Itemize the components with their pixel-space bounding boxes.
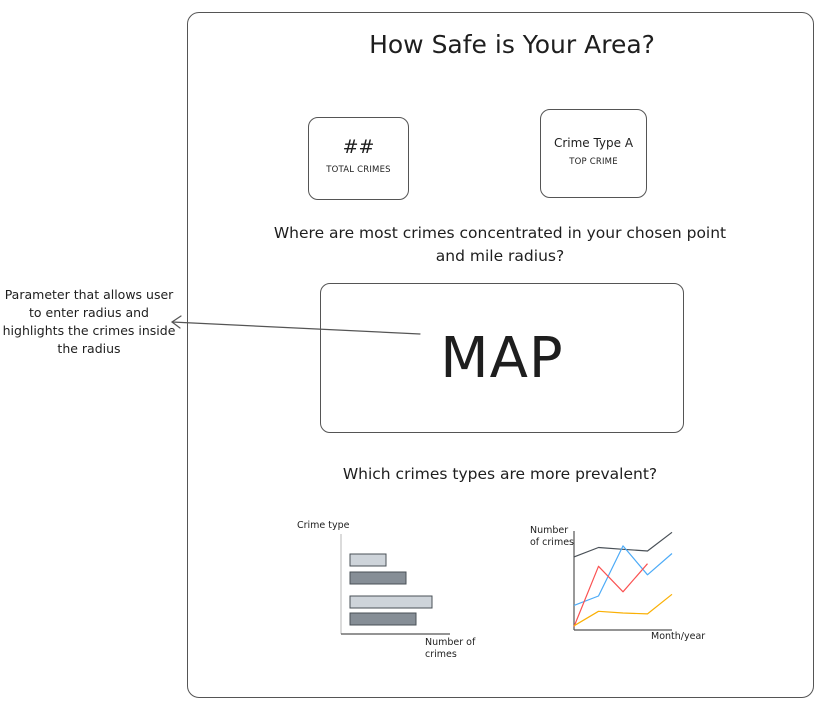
- map-question: Where are most crimes concentrated in your chosen point and mile radius?: [273, 224, 727, 265]
- bar-chart-y-label: Crime type: [297, 520, 350, 531]
- series-line-gray: [574, 532, 672, 557]
- bar-chart: [341, 534, 450, 634]
- total-crimes-label: TOTAL CRIMES: [326, 165, 391, 175]
- series-line-red: [574, 564, 648, 627]
- bar-1: [350, 554, 386, 566]
- top-crime-label: TOP CRIME: [569, 157, 618, 167]
- series-line-blue: [574, 546, 672, 606]
- line-chart-x-label: Month/year: [651, 631, 706, 642]
- annotation-arrow: [172, 316, 420, 334]
- bar-3: [350, 596, 432, 608]
- page-title: How Safe is Your Area?: [369, 30, 655, 59]
- radius-annotation: Parameter that allows user to enter radius and highlights the crimes inside the radius: [2, 287, 176, 356]
- series-line-yellow: [574, 594, 672, 626]
- line-chart: [574, 531, 672, 630]
- bar-4: [350, 613, 416, 625]
- bar-chart-x-label: Number of crimes: [425, 637, 476, 660]
- bar-2: [350, 572, 406, 584]
- top-crime-value: Crime Type A: [553, 136, 634, 150]
- line-chart-y-label: Number of crimes: [530, 525, 574, 548]
- crime-types-question: Which crimes types are more prevalent?: [342, 465, 658, 483]
- total-crimes-value: ##: [342, 136, 375, 158]
- map-label: MAP: [440, 325, 564, 391]
